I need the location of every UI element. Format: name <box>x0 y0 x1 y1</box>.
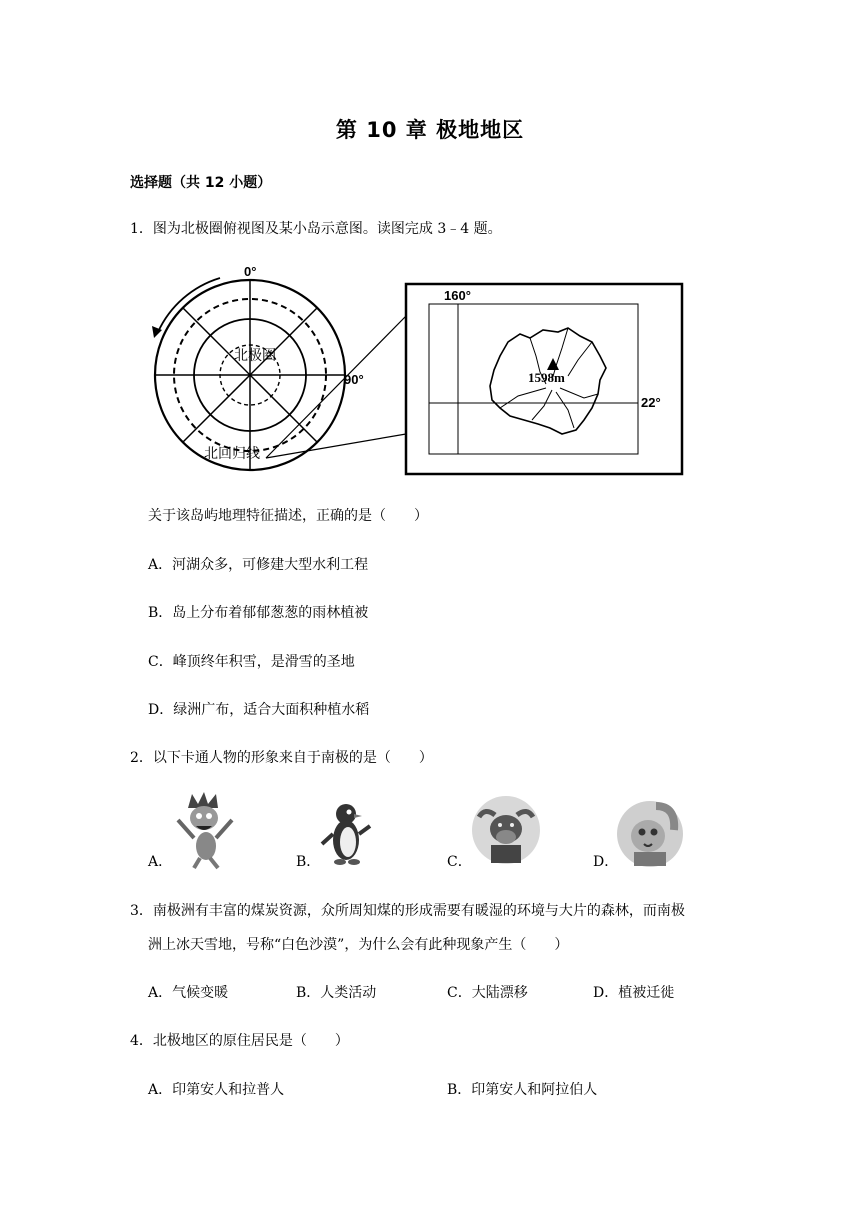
q3-option-a[interactable]: A．气候变暖 <box>148 985 229 1001</box>
label-90-degree: 90° <box>344 372 364 387</box>
section-heading: 选择题（共 12 小题） <box>130 175 272 191</box>
island-inset <box>406 284 682 474</box>
q2-option-c[interactable]: C． <box>447 854 472 870</box>
label-peak-elevation: 1598m <box>528 370 565 385</box>
q4-option-b[interactable]: B．印第安人和阿拉伯人 <box>447 1082 598 1098</box>
q3-option-b[interactable]: B．人类活动 <box>296 985 377 1001</box>
q1-option-a[interactable]: A．河湖众多，可修建大型水利工程 <box>148 557 369 573</box>
polar-view <box>152 264 406 470</box>
q3-option-c[interactable]: C．大陆漂移 <box>447 985 528 1001</box>
lemur-cartoon-icon <box>170 790 242 874</box>
q1-figure <box>148 260 688 484</box>
page-title: 第 10 章 极地地区 <box>335 118 525 142</box>
penguin-cartoon-icon <box>318 800 374 872</box>
rabbit-cartoon-icon <box>616 800 684 872</box>
label-0-degree: 0° <box>244 264 257 279</box>
q2-option-a[interactable]: A． <box>148 854 173 870</box>
label-22-degree: 22° <box>641 395 661 410</box>
q1-option-c[interactable]: C．峰顶终年积雪，是滑雪的圣地 <box>148 654 355 670</box>
arctic-island-diagram <box>148 260 688 480</box>
label-arctic-circle: 北极圈 <box>234 348 276 364</box>
q1-option-d[interactable]: D．绿洲广布，适合大面积种植水稻 <box>148 702 370 718</box>
q1-stem: 1．图为北极圈俯视图及某小岛示意图。读图完成 3﹣4 题。 <box>130 221 502 237</box>
q3-stem-line2: 洲上冰天雪地，号称“白色沙漠”，为什么会有此种现象产生（ ） <box>148 937 569 953</box>
q4-option-a[interactable]: A．印第安人和拉普人 <box>148 1082 285 1098</box>
q2-option-b[interactable]: B． <box>296 854 321 870</box>
label-tropic-of-cancer: 北回归线 <box>204 446 260 462</box>
label-160-degree: 160° <box>444 288 471 303</box>
q3-option-d[interactable]: D．植被迁徙 <box>593 985 675 1001</box>
q1-option-b[interactable]: B．岛上分布着郁郁葱葱的雨林植被 <box>148 605 369 621</box>
buffalo-cartoon-icon <box>471 795 541 869</box>
q1-question: 关于该岛屿地理特征描述，正确的是（ ） <box>148 508 428 524</box>
q2-option-d[interactable]: D． <box>593 854 619 870</box>
q3-stem-line1: 3．南极洲有丰富的煤炭资源，众所周知煤的形成需要有暖湿的环境与大片的森林，而南极 <box>130 903 685 919</box>
q2-stem: 2．以下卡通人物的形象来自于南极的是（ ） <box>130 750 433 766</box>
q4-stem: 4．北极地区的原住居民是（ ） <box>130 1033 349 1049</box>
